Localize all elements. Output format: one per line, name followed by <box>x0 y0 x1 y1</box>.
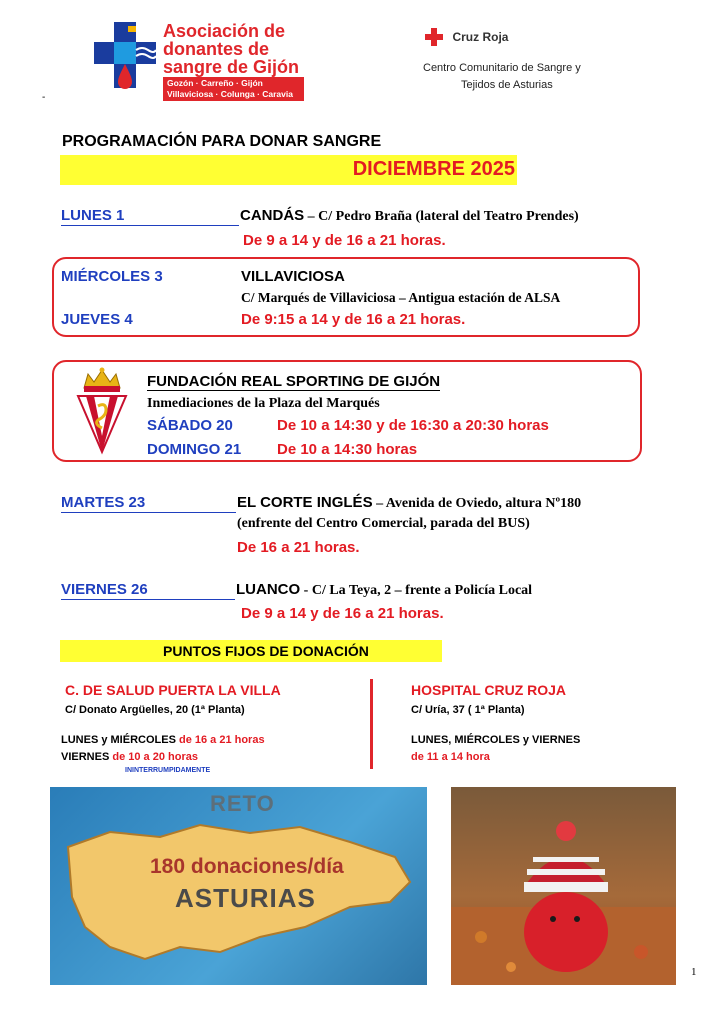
program-title: PROGRAMACIÓN PARA DONAR SANGRE <box>62 133 382 150</box>
hours-candas: De 9 a 14 y de 16 a 21 horas. <box>243 232 446 249</box>
association-towns-2: Villaviciosa · Colunga · Caravia <box>167 89 293 99</box>
hours-luanco: De 9 a 14 y de 16 a 21 horas. <box>241 605 444 622</box>
hours-domingo: De 10 a 14:30 horas <box>277 441 418 458</box>
blood-cross-icon <box>92 20 162 92</box>
address-luanco: - C/ La Teya, 2 – frente a Policía Local <box>300 583 533 598</box>
reto-image <box>50 787 427 985</box>
hours-sabado: De 10 a 14:30 y de 16:30 a 20:30 horas <box>277 417 549 434</box>
fixed-left-address: C/ Donato Argüelles, 20 (1ª Planta) <box>65 704 245 716</box>
association-towns-1: Gozón · Carreño · Gijón <box>167 78 263 88</box>
address-corte-ingles: – Avenida de Oviedo, altura Nº180 <box>372 496 582 511</box>
fixed-left-line2 <box>61 751 198 763</box>
place-sporting: FUNDACIÓN REAL SPORTING DE GIJÓN <box>147 373 441 390</box>
martes-location <box>237 494 581 512</box>
fixed-left-days1: LUNES y MIÉRCOLES <box>61 734 179 746</box>
date-lunes-underline <box>61 207 239 226</box>
month-title: DICIEMBRE 2025 <box>352 158 515 180</box>
page-number: 1 <box>691 966 697 978</box>
hours-villaviciosa: De 9:15 a 14 y de 16 a 21 horas. <box>241 311 466 328</box>
centro-line-2: Tejidos de Asturias <box>461 79 553 91</box>
date-martes-underline <box>61 494 236 513</box>
blood-drop-mascot-icon <box>451 787 676 985</box>
reto-word: RETO <box>210 791 275 816</box>
red-cross-icon <box>425 28 443 46</box>
fixed-right-hours: de 11 a 14 hora <box>411 751 490 763</box>
fixed-left-name: C. DE SALUD PUERTA LA VILLA <box>65 682 281 698</box>
place-corte-ingles: EL CORTE INGLÉS <box>237 494 373 511</box>
address-candas: – C/ Pedro Braña (lateral del Teatro Prendes) <box>304 209 579 224</box>
cruz-roja-logo <box>425 28 508 46</box>
association-name-1: Asociación de <box>163 21 286 41</box>
association-name-2: donantes de <box>163 39 270 59</box>
fixed-left-note: ININTERRUMPIDAMENTE <box>125 767 211 774</box>
lunes-location <box>240 207 579 225</box>
date-martes: MARTES 23 <box>61 494 146 511</box>
fixed-title: PUNTOS FIJOS DE DONACIÓN <box>163 643 369 659</box>
reto-text: 180 donaciones/día <box>150 855 344 878</box>
hours-corte-ingles: De 16 a 21 horas. <box>237 539 360 556</box>
fixed-left-hours2: de 10 a 20 horas <box>112 751 198 763</box>
header-dash: - <box>42 92 46 103</box>
cruz-roja-text: Cruz Roja <box>452 30 509 44</box>
association-logo <box>92 20 162 92</box>
date-viernes-underline <box>61 581 235 600</box>
sporting-crest <box>74 366 130 461</box>
association-towns <box>163 77 304 101</box>
sporting-crest-icon <box>74 366 130 456</box>
association-name-3: sangre de Gijón <box>163 57 300 77</box>
viernes-location <box>236 581 532 599</box>
mascot-image <box>451 787 676 985</box>
fixed-right-name: HOSPITAL CRUZ ROJA <box>411 682 567 698</box>
address-villaviciosa: C/ Marqués de Villaviciosa – Antigua estación de ALSA <box>241 290 561 305</box>
date-domingo: DOMINGO 21 <box>147 441 242 458</box>
fixed-left-days2: VIERNES <box>61 751 113 763</box>
date-sabado: SÁBADO 20 <box>147 417 233 434</box>
place-luanco: LUANCO <box>236 581 301 598</box>
place-villaviciosa: VILLAVICIOSA <box>241 268 345 285</box>
fixed-left-line1 <box>61 734 265 746</box>
fixed-divider <box>370 679 373 769</box>
fixed-title-highlight <box>60 640 442 662</box>
place-candas: CANDÁS <box>240 207 305 224</box>
address2-corte-ingles: (enfrente del Centro Comercial, parada del BUS) <box>237 516 530 531</box>
date-viernes: VIERNES 26 <box>61 581 148 598</box>
date-lunes: LUNES 1 <box>61 207 125 224</box>
fixed-right-address: C/ Uría, 37 ( 1ª Planta) <box>411 704 525 716</box>
fixed-right-days: LUNES, MIÉRCOLES y VIERNES <box>411 734 581 746</box>
address-sporting: Inmediaciones de la Plaza del Marqués <box>147 396 380 411</box>
month-highlight <box>60 155 517 185</box>
date-miercoles: MIÉRCOLES 3 <box>61 268 163 285</box>
fixed-left-hours1: de 16 a 21 horas <box>178 734 265 746</box>
reto-region: ASTURIAS <box>175 883 316 913</box>
centro-line-1: Centro Comunitario de Sangre y <box>423 62 581 74</box>
date-jueves: JUEVES 4 <box>61 311 133 328</box>
